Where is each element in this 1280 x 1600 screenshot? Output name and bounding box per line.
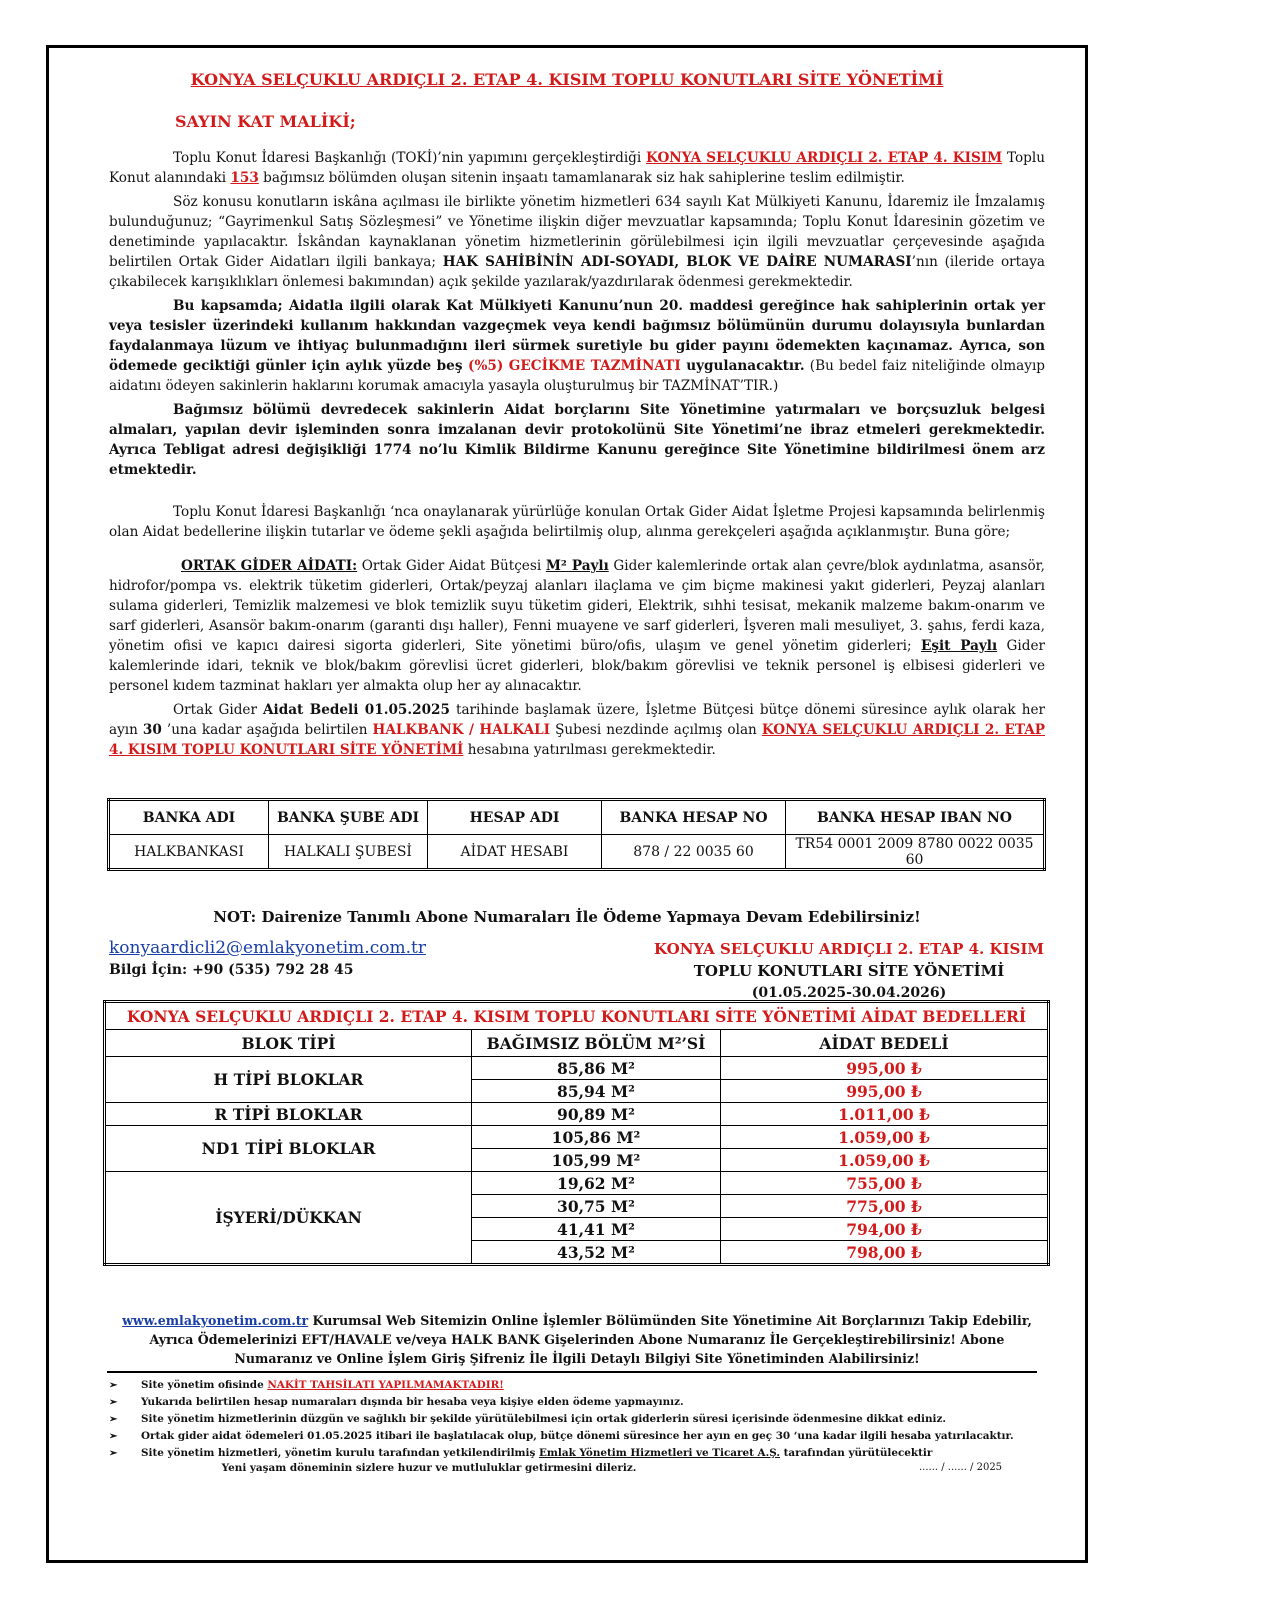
header-cell: BANKA ADI — [109, 800, 269, 835]
management-line-1: KONYA SELÇUKLU ARDIÇLI 2. ETAP 4. KISIM — [654, 940, 1044, 958]
budget-period: (01.05.2025-30.04.2026) — [751, 985, 947, 1001]
table-row — [105, 1057, 1049, 1080]
table-header-row — [109, 800, 1045, 835]
management-line-2: TOPLU KONUTLARI SİTE YÖNETİMİ — [693, 962, 1005, 980]
text: Kurumsal Web Sitemizin Online İşlemler Bölümünden Site Yönetimine Ait Borçlarınızı Takip Edebilir, Ayrıca Ödemelerinizi EFT/HAVALE ve/veya HALK BANK Gişelerinden Abone Numaranız İle Gerçekleştirebilirsiniz! Abone Numaranız ve Online İşlem Giriş Şifreniz İle İlgili Detaylı Bilgiyi Site Yönetiminden Alabilirsiniz! — [149, 1313, 1032, 1366]
bank-branch: HALKBANK / HALKALI — [372, 722, 551, 738]
unit-area: 85,86 M² — [472, 1057, 721, 1080]
m2-share: M² Paylı — [545, 558, 609, 574]
text: Site yönetim ofisinde — [141, 1379, 268, 1391]
company-name: Emlak Yönetim Hizmetleri ve Ticaret A.Ş. — [538, 1447, 780, 1459]
text: Ortak gider aidat ödemeleri 01.05.2025 itibari ile başlatılacak olup, bütçe dönemi süresince her ayın en geç 30 ‘una kadar ilgili hesaba yatırılacaktır. — [141, 1430, 1014, 1442]
paragraph-project: Toplu Konut İdaresi Başkanlığı ‘nca onaylanarak yürürlüğe konulan Ortak Gider Aidat İşletme Projesi kapsamında belirlenmiş olan Aidat bedellerine ilişkin tutarlar ve ödeme şekli aşağıda belirtilmiş olup, alınma gerekçeleri aşağıda açıklanmıştır. Buna göre; — [109, 504, 1045, 540]
text: Bu kapsamda; Aidatla ilgili olarak Kat Mülkiyeti Kanunu’nun 20. maddesi gereğince hak sahiplerinin ortak yer veya tesisler üzerindeki kullanım hakkından vazgeçmek veya kendi bağımsız bölümünün durumu dolayısıyla bunlardan faydalanmaya lüzum ve ihtiyaç bulunmadığını ileri sürmek suretiyle bu gider payını ödemekten kaçınamaz. Ayrıca, son ödemede geciktiği günler için aylık yüzde beş — [109, 298, 1045, 374]
unit-area: 41,41 M² — [472, 1218, 721, 1241]
text: Site yönetim hizmetlerinin düzgün ve sağlıklı bir şekilde yürütülebilmesi için ortak giderlerin süresi içerisinde ödenmesine dikkat ediniz. — [141, 1413, 946, 1425]
salutation: SAYIN KAT MALİKİ; — [175, 112, 356, 131]
text: ’nın (ileride ortaya çıkabilecek karışıklıkları önlemesi bakımından) açık şekilde yazılarak/yazdırılarak ödenmesi gerekmektedir. — [109, 254, 1045, 290]
arrow-bullet-icon: ➢ — [109, 1397, 118, 1408]
header-cell: HESAP ADI — [428, 800, 602, 835]
document-body — [109, 148, 1045, 764]
text: Yukarıda belirtilen hesap numaraları dışında bir hesaba veya kişiye elden ödeme yapmayınız. — [141, 1396, 684, 1408]
fee-amount: 1.059,00 ₺ — [721, 1149, 1049, 1172]
block-type: R TİPİ BLOKLAR — [105, 1103, 472, 1126]
block-type: H TİPİ BLOKLAR — [105, 1057, 472, 1103]
arrow-bullet-icon: ➢ — [109, 1431, 118, 1442]
site-name-highlight: KONYA SELÇUKLU ARDIÇLI 2. ETAP 4. KISIM — [646, 150, 1003, 166]
fee-amount: 794,00 ₺ — [721, 1218, 1049, 1241]
text: Gider kalemlerinde idari, teknik ve blok/bakım görevlisi ücret giderleri, blok/bakım görevlisi ve teknik personel iş elbisesi giderleri ve personel kıdem tazminat hakları yer almakta olup her ay alınacaktır. — [109, 638, 1045, 694]
notice-list — [107, 1377, 1047, 1462]
owner-info-bold: HAK SAHİBİNİN ADI-SOYADI, BLOK VE DAİRE NUMARASI — [442, 254, 912, 270]
header-cell: BLOK TİPİ — [105, 1030, 472, 1057]
arrow-bullet-icon: ➢ — [109, 1380, 118, 1391]
fee-table-header — [105, 1030, 1049, 1057]
table-row — [105, 1103, 1049, 1126]
unit-area: 30,75 M² — [472, 1195, 721, 1218]
list-item — [107, 1445, 1047, 1462]
text: tarafından yürütülecektir — [779, 1447, 933, 1459]
equal-share: Eşit Paylı — [920, 638, 998, 654]
header-cell: BANKA HESAP NO — [602, 800, 786, 835]
paragraph-intro — [109, 148, 1045, 188]
fee-amount: 775,00 ₺ — [721, 1195, 1049, 1218]
header-cell: AİDAT BEDELİ — [721, 1030, 1049, 1057]
paragraph-transfer: Bağımsız bölümü devredecek sakinlerin Aidat borçlarını Site Yönetimine yatırmaları ve borçsuzluk belgesi almaları, yapılan devir işleminden sonra imzalanan devir protokolünü Site Yönetimi’ne ibraz etmeleri gerekmektedir. Ayrıca Tebligat adresi değişikliği 1774 no’lu Kimlik Bildirme Kanunu gereğince Site Yönetimine bildirilmesi önem arz etmektedir. — [109, 402, 1045, 478]
header-cell: BANKA HESAP IBAN NO — [786, 800, 1045, 835]
late-penalty: (%5) GECİKME TAZMİNATI — [468, 358, 681, 374]
text: ’una kadar aşağıda belirtilen — [161, 722, 373, 738]
unit-area: 85,94 M² — [472, 1080, 721, 1103]
text: Site yönetim hizmetleri, yönetim kurulu tarafından yetkilendirilmiş — [141, 1447, 539, 1459]
table-row — [109, 835, 1045, 870]
block-type: ND1 TİPİ BLOKLAR — [105, 1126, 472, 1172]
contact-email-link[interactable]: konyaardicli2@emlakyonetim.com.tr — [109, 938, 426, 958]
list-item — [107, 1411, 1047, 1428]
fee-table-caption — [105, 1002, 1049, 1030]
website-link[interactable]: www.emlakyonetim.com.tr — [122, 1313, 309, 1328]
text: uygulanacaktır. — [680, 358, 805, 374]
list-item — [107, 1377, 1047, 1394]
unit-area: 90,89 M² — [472, 1103, 721, 1126]
fee-amount: 1.059,00 ₺ — [721, 1126, 1049, 1149]
account-name: AİDAT HESABI — [428, 835, 602, 870]
table-row — [105, 1172, 1049, 1195]
account-number: 878 / 22 0035 60 — [602, 835, 786, 870]
paragraph-common-expense — [109, 556, 1045, 696]
paragraph-management — [109, 192, 1045, 292]
online-services-notice — [109, 1311, 1045, 1368]
document-frame — [46, 45, 1088, 1563]
unit-area: 105,99 M² — [472, 1149, 721, 1172]
page-title: KONYA SELÇUKLU ARDIÇLI 2. ETAP 4. KISIM TOPLU KONUTLARI SİTE YÖNETİMİ — [190, 70, 944, 89]
text: Ortak Gider — [173, 702, 263, 718]
unit-area: 19,62 M² — [472, 1172, 721, 1195]
branch-name: HALKALI ŞUBESİ — [269, 835, 428, 870]
arrow-bullet-icon: ➢ — [109, 1448, 118, 1459]
text: Söz konusu konutların iskâna açılması ile birlikte yönetim hizmetleri 634 sayılı Kat Mülkiyeti Kanunu, İdaremiz ile İmzalamış bulunduğunuz; “Gayrimenkul Satış Sözleşmesi” ve Yönetime ilişkin diğer mevzuatlar kapsamında; Toplu Konut İdaresinin gözetim ve denetiminde yapılacaktır. İskândan kaynaklanan yönetim hizmetlerinin görülebilmesi için ilgili mevzuatlar çerçevesinde aşağıda belirtilen Ortak Gider Aidatları ilgili bankaya; — [109, 194, 1045, 270]
fee-amount: 995,00 ₺ — [721, 1057, 1049, 1080]
due-day: 30 — [142, 722, 162, 738]
divider — [107, 1371, 1037, 1373]
list-item — [107, 1428, 1047, 1445]
arrow-bullet-icon: ➢ — [109, 1414, 118, 1425]
text: Şubesi nezdinde açılmış olan — [550, 722, 762, 738]
common-expense-heading: ORTAK GİDER AİDATI: — [181, 558, 358, 574]
text: bağımsız bölümden oluşan sitenin inşaatı tamamlanarak siz hak sahiplerine teslim edilmiştir. — [258, 170, 905, 186]
bank-account-table — [107, 798, 1046, 871]
paragraph-obligation — [109, 296, 1045, 396]
account-holder: KONYA SELÇUKLU ARDIÇLI 2. ETAP 4. KISIM TOPLU KONUTLARI SİTE YÖNETİMİ — [109, 722, 1045, 758]
fee-start-date: Aidat Bedeli 01.05.2025 — [262, 702, 450, 718]
text: Gider kalemlerinde ortak alan çevre/blok aydınlatma, asansör, hidrofor/pompa vs. elektrik tüketim giderleri, Ortak/peyzaj alanları ilaçlama ve çim biçme makinesi yakıt giderleri, Peyzaj alanları sulama giderleri, Temizlik malzemesi ve blok temizlik suyu tüketim gideri, Elektrik, sıhhi tesisat, mekanik malzeme bakım-onarım ve sarf giderleri, Asansör bakım-onarım (garanti dışı haller), Fenni muayene ve sarf giderleri, İşveren mali mesuliyet, 3. şahıs, ferdi kaza, yönetim ofisi ve kapıcı dairesi sigorta giderleri, Site yönetimi büro/ofis, ulaşım ve genel yönetim giderleri; — [109, 558, 1045, 654]
caption-cell: KONYA SELÇUKLU ARDIÇLI 2. ETAP 4. KISIM TOPLU KONUTLARI SİTE YÖNETİMİ AİDAT BEDELLERİ — [105, 1002, 1049, 1030]
no-cash-warning: NAKİT TAHSİLATI YAPILMAMAKTADIR! — [267, 1379, 504, 1391]
contact-phone: Bilgi İçin: +90 (535) 792 28 45 — [109, 962, 354, 978]
text: Toplu Konut alanındaki — [109, 150, 1045, 186]
fee-amount: 798,00 ₺ — [721, 1241, 1049, 1265]
unit-area: 105,86 M² — [472, 1126, 721, 1149]
date-placeholder: ...... / ...... / 2025 — [919, 1462, 1003, 1473]
iban-number: TR54 0001 2009 8780 0022 0035 60 — [786, 835, 1045, 870]
unit-count: 153 — [230, 170, 259, 186]
fee-amount: 995,00 ₺ — [721, 1080, 1049, 1103]
fee-amount: 755,00 ₺ — [721, 1172, 1049, 1195]
text: hesabına yatırılması gerekmektedir. — [463, 742, 716, 758]
payment-note: NOT: Dairenize Tanımlı Abone Numaraları İle Ödeme Yapmaya Devam Edebilirsiniz! — [213, 908, 921, 926]
text: (Bu bedel faiz niteliğinde olmayıp aidatını ödeyen sakinlerin haklarını korumak amacıyla yasayla oluşturulmuş bir TAZMİNAT’TIR.) — [109, 358, 1045, 394]
list-item — [107, 1394, 1047, 1411]
management-signature — [649, 938, 1049, 1004]
text: Ortak Gider Aidat Bütçesi — [357, 558, 546, 574]
table-row — [105, 1126, 1049, 1149]
fee-table — [103, 1000, 1050, 1266]
text: tarihinde başlamak üzere, İşletme Bütçesi bütçe dönemi süresince aylık olarak her ayın — [109, 702, 1046, 738]
header-cell: BANKA ŞUBE ADI — [269, 800, 428, 835]
closing-wish: Yeni yaşam döneminin sizlere huzur ve mutluluklar getirmesini dileriz. — [221, 1462, 637, 1474]
block-type: İŞYERİ/DÜKKAN — [105, 1172, 472, 1265]
bank-name: HALKBANKASI — [109, 835, 269, 870]
text: Toplu Konut İdaresi Başkanlığı (TOKİ)’nin yapımını gerçekleştirdiği — [173, 150, 647, 166]
header-cell: BAĞIMSIZ BÖLÜM M²’Sİ — [472, 1030, 721, 1057]
paragraph-payment — [109, 700, 1045, 760]
fee-amount: 1.011,00 ₺ — [721, 1103, 1049, 1126]
unit-area: 43,52 M² — [472, 1241, 721, 1265]
